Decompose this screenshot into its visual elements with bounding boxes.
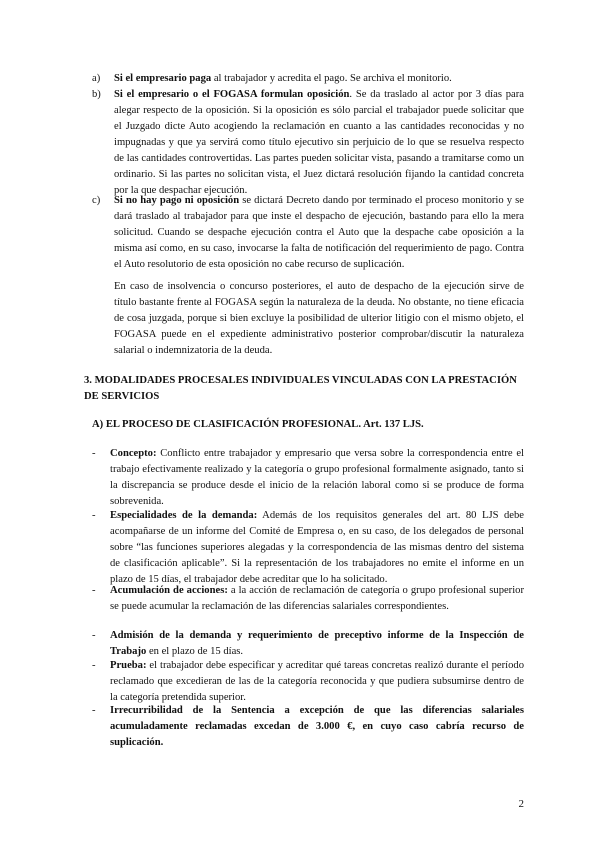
bullet-marker: - <box>92 510 96 521</box>
list-item-b <box>114 87 524 199</box>
list-item-b-text: . Se da traslado al actor por 3 días para alegar respecto de la oposición. Si la oposición es sólo parcial el trabajador puede solicitar que el Juzgado dicte Auto acogiendo la reclamación en cuanto a las cantidades reconocidas y no impugnadas y que ya servirá como título ejecutivo sin perjuicio de lo que se resuelva respecto de las cantidades controvertidas. Las partes pueden solicitar vista, pasando a tramitarse como un ordinario. Si las partes no solicitan vista, el Juez dictará resolución fijando la cantidad concreta por la que despachar ejecución. <box>114 89 524 196</box>
list-item-b-bold: Si el empresario o el FOGASA formulan oposición <box>114 89 350 100</box>
list-item-a-bold: Si el empresario paga <box>114 73 212 84</box>
bullet-irrecurribilidad <box>110 703 524 751</box>
list-item-c-text: se dictará Decreto dando por terminado el proceso monitorio y se dará traslado al trabajador para que inste el despacho de ejecución, bastando para ello la mera solicitud. Cuando se despache ejecución contra el Auto que la despache cabe oposición a la misma así como, en su caso, invocarse la falta de notificación del requerimiento de pago. Contra el Auto resolutorio de esta oposición no cabe recurso de suplicación. <box>114 195 524 270</box>
bullet-marker: - <box>92 448 96 459</box>
bullet-marker: - <box>92 660 96 671</box>
bullet-admision <box>110 628 524 660</box>
bullet-prueba-bold: Prueba: <box>110 660 147 671</box>
bullet-concepto-bold: Concepto: <box>110 448 157 459</box>
bullet-acumulacion <box>110 583 524 615</box>
bullet-marker: - <box>92 585 96 596</box>
bullet-concepto <box>110 446 524 510</box>
list-item-a-text: al trabajador y acredita el pago. Se archiva el monitorio. <box>211 73 452 84</box>
subsection-heading: A) EL PROCESO DE CLASIFICACIÓN PROFESIONAL. Art. 137 LJS. <box>92 419 424 430</box>
bullet-especialidades-text: Además de los requisitos generales del art. 80 LJS debe acompañarse de un informe del Comité de Empresa o, en su caso, de los delegados de personal sobre “las funciones superiores alegadas y la correspondencia de las mismas dentro del sistema de clasificación aplicable”. Si la representación de los trabajadores no emite el informe en un plazo de 15 días, el trabajador debe acreditar que lo ha solicitado. <box>110 510 524 585</box>
section-heading: 3. MODALIDADES PROCESALES INDIVIDUALES VINCULADAS CON LA PRESTACIÓN DE SERVICIOS <box>84 375 517 402</box>
insolvency-paragraph: En caso de insolvencia o concurso posteriores, el auto de despacho de la ejecución sirve de título bastante frente al FOGASA según la naturaleza de la deuda. No obstante, no tiene eficacia de cosa juzgada, porque si bien excluye la posibilidad de ulterior litigio con el mismo objeto, el FOGASA puede en el expediente administrativo posterior comprobar/discutir la naturaleza salarial o indemnizatoria de la deuda. <box>114 281 524 356</box>
bullet-concepto-text: Conflicto entre trabajador y empresario que versa sobre la correspondencia entre el trabajo efectivamente realizado y la categoría o grupo profesional formalmente asignado, tanto si la discrepancia se produce desde el inicio de la relación laboral como si se produce de forma sobrevenida. <box>110 448 524 507</box>
list-marker-b: b) <box>92 89 101 100</box>
page-number: 2 <box>518 798 524 810</box>
list-item-a <box>114 71 524 87</box>
bullet-prueba-text: el trabajador debe especificar y acreditar qué tareas concretas realizó durante el período reclamado que excedieran de las de la categoría reconocida y que pudiera subsumirse dentro de la categoría pretendida superior. <box>110 660 524 703</box>
bullet-acumulacion-text: a la acción de reclamación de categoría o grupo profesional superior se puede acumular la reclamación de las diferencias salariales correspondientes. <box>110 585 524 612</box>
bullet-marker: - <box>92 630 96 641</box>
bullet-especialidades <box>110 508 524 588</box>
bullet-irrecurribilidad-bold: Irrecurribilidad de la Sentencia a excepción de que las diferencias salariales acumuladamente reclamadas excedan de 3.000 €, en cuyo caso cabría recurso de suplicación. <box>110 705 524 748</box>
bullet-admision-bold: Admisión de la demanda y requerimiento de preceptivo informe de la Inspección de Trabajo <box>110 630 524 657</box>
list-item-c <box>114 193 524 273</box>
bullet-acumulacion-bold: Acumulación de acciones: <box>110 585 228 596</box>
list-marker-a: a) <box>92 73 101 84</box>
bullet-especialidades-bold: Especialidades de la demanda: <box>110 510 258 521</box>
bullet-prueba <box>110 658 524 706</box>
list-item-c-bold: Si no hay pago ni oposición <box>114 195 240 206</box>
bullet-admision-text: en el plazo de 15 días. <box>146 646 244 657</box>
list-marker-c: c) <box>92 195 101 206</box>
bullet-marker: - <box>92 705 96 716</box>
